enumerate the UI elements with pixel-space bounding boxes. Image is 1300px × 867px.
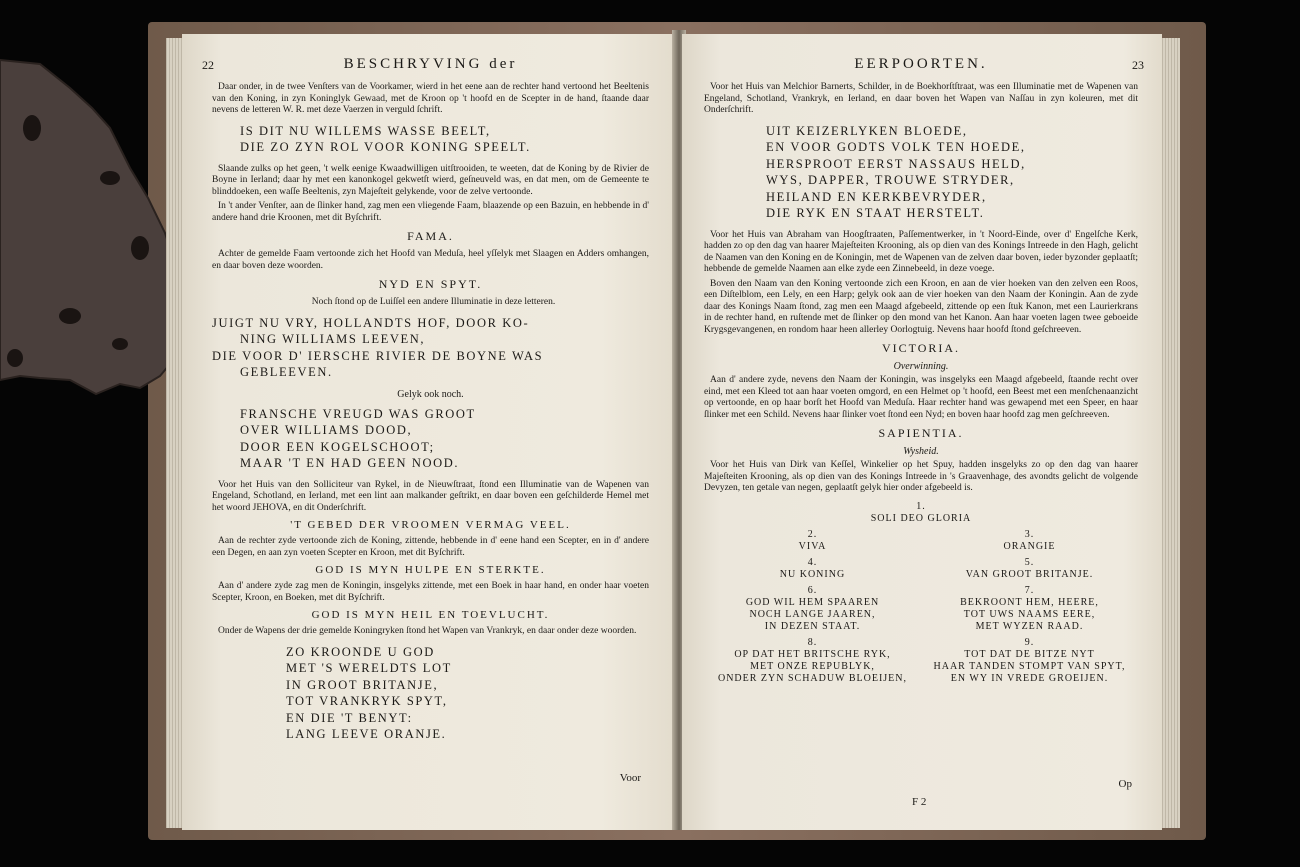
verse-line: GEBLEEVEN. bbox=[240, 365, 333, 379]
device-line: MET ONZE REPUBLYK, bbox=[750, 660, 875, 672]
device-6 bbox=[704, 585, 921, 633]
device-line: HAAR TANDEN STOMPT VAN SPYT, bbox=[933, 660, 1126, 672]
overwinning-label: Overwinning. bbox=[893, 361, 949, 372]
left-para-8: Aan d' andere zyde zag men de Koningin, insgelyks zittende, met een Boek in haar hand, en onder haar voeten Scepter, Kroon, en Boeken, met dit Byſchrift. bbox=[212, 581, 649, 603]
right-para-5: Voor het Huis van Dirk van Keſſel, Winkelier op het Spuy, hadden insgelyks zo op den dag van haarer Majeſteiten Krooning, als op dien van des Konings Intreede in 's Graavenhage, des avondts gelicht de volgende Devyzen, ten getale van negen, geplaatſt gelyk hier onder afgebeeld is. bbox=[704, 460, 1138, 493]
verse-line: JUIGT NU VRY, HOLLANDTS HOF, DOOR KO- bbox=[212, 315, 530, 330]
left-verse-2 bbox=[212, 315, 649, 381]
devices-grid bbox=[704, 529, 1138, 689]
device-line: TOT DAT DE BITZE NYT bbox=[964, 648, 1095, 660]
right-header bbox=[704, 56, 1144, 78]
device-number: 9. bbox=[1024, 636, 1035, 648]
verse-line: LANG LEEVE ORANJE. bbox=[286, 727, 447, 741]
nyd-heading: NYD EN SPYT. bbox=[378, 277, 483, 291]
verse-line: DIE VOOR D' IERSCHE RIVIER DE BOYNE WAS bbox=[212, 348, 544, 363]
verse-line: UIT KEIZERLYKEN BLOEDE, bbox=[766, 123, 968, 138]
left-para-6: Voor het Huis van den Sollicitеur van Rykel, in de Nieuwſtraat, ſtond een Illuminatie van de Wapenen van Engeland, Schotland, en Ierland, met een lint aan malkander geſtrikt, en daar boven een geſchilderde Hemel met het woord JEHOVA, en dit Onderſchrift. bbox=[212, 479, 649, 513]
device-line: IN DEZEN STAAT. bbox=[764, 620, 861, 632]
verse-line: EN VOOR GODTS VOLK TEN HOEDE, bbox=[766, 140, 1026, 154]
left-para-7: Aan de rechter zyde vertoonde zich de Koning, zittende, hebbende in d' eene hand een Scepter, en in d' andere een Degen, en aan zyn voeten Scepter en Kroon, met dit Byſchrift. bbox=[212, 536, 649, 558]
right-para-2: Voor het Huis van Abraham van Hoogſtraaten, Paſſementwerker, in 't Noord-Einde, over d' Engelſche Kerk, hadden zo op den dag van haarer Majeſteiten Krooning, als op dien van des Konings Intreede in den Hagh, gelicht de Naamen van den Koning en de Koningin, met de Wapenen van de zelven daar boven, ieder byzonder geplaatſt; hebbende de gemelde Naamen aan elke zyde een Zinnebeeld, in deze voege. bbox=[704, 229, 1138, 274]
right-para-4: Aan d' andere zyde, nevens den Naam der Koningin, was insgelyks een Maagd afgebeeld, ſtaande recht over eind, met een Kleed tot aan haar voeten omgord, en een Helmet op 't hoofd, een Beest met een menſchenaanzicht op vertoonde, en op haar borſt het Hoofd van Meduſa. Haar rechter hand was gewapend met een Speer, en haar ſlinker met een Schild. Nevens haar ſlinker voet ſtond een Nyd; en boven haar hoofd zag men geſchreeven. bbox=[704, 375, 1138, 420]
device-number: 3. bbox=[1024, 528, 1035, 540]
device-3 bbox=[921, 529, 1138, 553]
verse-line: DOOR EEN KOGELSCHOOT; bbox=[240, 439, 435, 454]
motto-1: 'T GEBED DER VROOMEN VERMAG VEEL. bbox=[290, 519, 571, 531]
left-para-3: In 't ander Venſter, aan de ſlinker hand, zag men een vliegende Faam, blaazende op een Bazuin, en hebbende in d' andere hand drie Kroonen, met dit Byſchrift. bbox=[212, 201, 649, 223]
verse-line: DIE ZO ZYN ROL VOOR KONING SPEELT. bbox=[240, 140, 531, 154]
right-running-head: EERPOORTEN. bbox=[854, 56, 988, 72]
verse-line: HERSPROOT EERST NASSAUS HELD, bbox=[766, 156, 1026, 171]
device-line: GOD WIL HEM SPAAREN bbox=[745, 596, 880, 608]
device-9 bbox=[921, 637, 1138, 685]
verse-line: FRANSCHE VREUGD WAS GROOT bbox=[240, 406, 476, 421]
device-line: EN WY IN VREDE GROEIJEN. bbox=[950, 672, 1109, 684]
device-number: 4. bbox=[807, 556, 818, 568]
fama-heading: FAMA. bbox=[407, 229, 454, 243]
sapientia-heading: SAPIENTIA. bbox=[878, 426, 964, 440]
device-text: SOLI DEO GLORIA bbox=[870, 512, 972, 524]
left-catchword: Voor bbox=[619, 772, 641, 784]
right-catchword: Op bbox=[1118, 778, 1132, 790]
device-line: NOCH LANGE JAAREN, bbox=[749, 608, 876, 620]
verse-line: NING WILLIAMS LEEVEN, bbox=[240, 332, 426, 346]
device-1 bbox=[704, 501, 1138, 525]
left-page-number: 22 bbox=[202, 58, 214, 72]
device-number: 5. bbox=[1024, 556, 1035, 568]
device-number: 1. bbox=[916, 500, 926, 512]
device-number: 8. bbox=[807, 636, 818, 648]
signature-mark: F 2 bbox=[912, 796, 927, 808]
device-line: BEKROONT HEM, HEERE, bbox=[960, 596, 1099, 608]
device-line: ONDER ZYN SCHADUW BLOEIJEN, bbox=[717, 672, 908, 684]
verse-line: WYS, DAPPER, TROUWE STRYDER, bbox=[766, 173, 1015, 187]
device-number: 6. bbox=[807, 584, 818, 596]
gelyk-line: Gelyk ook noch. bbox=[397, 388, 464, 400]
device-text: ORANGIE bbox=[1003, 540, 1056, 552]
victoria-heading: VICTORIA. bbox=[881, 341, 961, 355]
left-intro: Daar onder, in de twee Venſters van de Voorkamer, wierd in het eene aan de rechter hand vertoond het Beeltenis van den Koning, in zyn Koninglyk Gewaad, met de Kroon op 't hoofd en de Scepter in de hand, ſtaande daar nevens de letteren W. R. met deze Vaerzen in verguld ſchrift. bbox=[212, 82, 649, 115]
right-intro: Voor het Huis van Melchior Barnerts, Schilder, in de Boekhorſtſtraat, was een Illuminatie met de Wapenen van Engeland, Schotland, Vrankryk, en Ierland, en daar boven het Wapen van Naſſau in zyn koleuren, met dit Onderſchrift. bbox=[704, 82, 1138, 115]
right-page bbox=[682, 34, 1162, 830]
left-para-4: Achter de gemelde Faam vertoonde zich het Hoofd van Meduſa, heel yſſelyk met Slaagen en Adders omhangen, en daar boven deze woorden. bbox=[212, 249, 649, 271]
device-line: TOT UWS NAAMS EERE, bbox=[963, 608, 1096, 620]
verse-line: DIE RYK EN STAAT HERSTELT. bbox=[766, 206, 985, 220]
verse-line: OVER WILLIAMS DOOD, bbox=[240, 423, 413, 437]
device-text: VIVA bbox=[798, 540, 827, 552]
device-4 bbox=[704, 557, 921, 581]
verse-line: EN DIE 'T BENYT: bbox=[286, 710, 413, 725]
verse-line: ZO KROONDE U GOD bbox=[286, 644, 435, 659]
motto-2: GOD IS MYN HULPE EN STERKTE. bbox=[315, 564, 546, 576]
left-para-9: Onder de Wapens der drie gemelde Koningryken ſtond het Wapen van Vrankryk, en daar onder deze woorden. bbox=[218, 626, 637, 636]
device-number: 2. bbox=[807, 528, 818, 540]
verse-line: HEILAND EN KERKBEVRYDER, bbox=[766, 189, 987, 204]
left-para-2: Slaande zulks op het geen, 't welk eenige Kwaadwilligen uitſtrooiden, te weeten, dat de Koning by de Rivier de Boyne in Ierland; daar hy met een kanonkogel gekwetſt wierd, geſneuveld was, en dat men, om de Gemeente te blinddoeken, een waſſe Beeltenis, zyn Majeſteit gelykende, voor de zelve vertoonde. bbox=[212, 163, 649, 197]
device-line: MET WYZEN RAAD. bbox=[975, 620, 1084, 632]
right-para-3: Boven den Naam van den Koning vertoonde zich een Kroon, en aan de vier hoeken van den zelven een Roos, een Diſtelblom, een Lely, en een Harp; gelyk ook aan de vier hoeken van den Naam der Koningin. Aan de zyde daar des Konings Naam ſtond, zag men een Maagd afgebeeld, zittende op een ſtuk Kanon, met een Laurierkrans in de rechter hand, en ruſtende met de ſlinker op den mond van het Kanon. Aan haar voeten lagen twee geboeide Krygsgevangenen, en rondom haar heen allerley Oorlogtuig. Nevens haar hoofd ſtond geſchreeven. bbox=[704, 278, 1138, 335]
verse-line: TOT VRANKRYK SPYT, bbox=[286, 694, 448, 708]
wysheid-label: Wysheid. bbox=[903, 446, 939, 457]
left-page bbox=[182, 34, 675, 830]
verse-line: IN GROOT BRITANJE, bbox=[286, 677, 439, 692]
left-verse-4 bbox=[212, 644, 649, 743]
device-line: OP DAT HET BRITSCHE RYK, bbox=[734, 648, 891, 660]
left-para-5: Noch ſtond op de Luiſſel een andere Illuminatie in deze letteren. bbox=[311, 297, 556, 307]
device-number: 7. bbox=[1024, 584, 1035, 596]
device-5 bbox=[921, 557, 1138, 581]
device-7 bbox=[921, 585, 1138, 633]
device-text: NU KONING bbox=[779, 568, 846, 580]
left-header bbox=[202, 56, 649, 78]
right-verse-1 bbox=[704, 123, 1138, 222]
left-verse-1 bbox=[212, 123, 649, 156]
device-8 bbox=[704, 637, 921, 685]
left-verse-3 bbox=[212, 406, 649, 472]
left-running-head: BESCHRYVING der bbox=[343, 56, 518, 72]
device-text: VAN GROOT BRITANJE. bbox=[965, 568, 1094, 580]
verse-line: MET 'S WERELDTS LOT bbox=[286, 661, 452, 675]
motto-3: GOD IS MYN HEIL EN TOEVLUCHT. bbox=[311, 609, 550, 621]
page-edges-right bbox=[1160, 38, 1180, 828]
right-page-number: 23 bbox=[1132, 58, 1144, 72]
verse-line: IS DIT NU WILLEMS WASSE BEELT, bbox=[240, 123, 491, 138]
verse-line: MAAR 'T EN HAD GEEN NOOD. bbox=[240, 456, 460, 470]
device-2 bbox=[704, 529, 921, 553]
